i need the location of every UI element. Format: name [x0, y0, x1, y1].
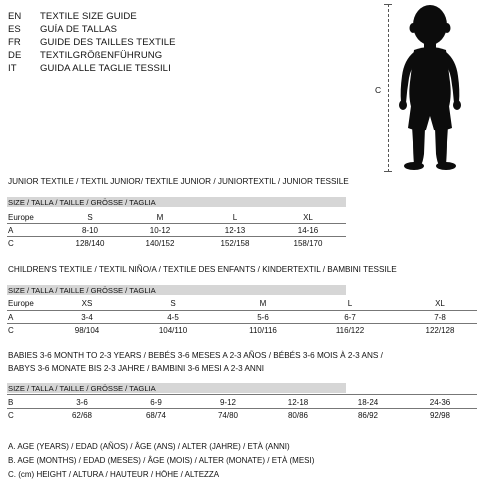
- height-measure-line: [388, 4, 389, 172]
- junior-cell: XL: [303, 213, 313, 222]
- children-cell: XS: [81, 299, 93, 308]
- legend-age-months: B. AGE (MONTHS) / EDAD (MESES) / ÂGE (MOIS) / ALTER (MONATE) / ETÀ (MESI): [8, 456, 315, 465]
- children-cell: 6-7: [344, 313, 356, 322]
- height-measure-top-tick: [384, 4, 392, 5]
- babies-cell: 62/68: [71, 411, 93, 420]
- language-row-fr: [8, 37, 176, 49]
- legend-height: C. (cm) HEIGHT / ALTURA / HAUTEUR / HÖHE / ALTEZZA: [8, 470, 220, 479]
- height-measure-label: C: [375, 85, 382, 95]
- language-text: TEXTILGRÖßENFÜHRUNG: [40, 50, 163, 61]
- children-size-bar-label: SIZE / TALLA / TAILLE / GRÖSSE / TAGLIA: [8, 286, 156, 295]
- language-code: EN: [8, 11, 22, 22]
- children-cell: 116/122: [335, 326, 365, 335]
- babies-cell: 80/86: [287, 411, 309, 420]
- junior-cell: L: [232, 213, 238, 222]
- language-code: IT: [8, 63, 17, 74]
- babies-cell: 3-6: [76, 398, 88, 407]
- babies-section-subtitle: BABYS 3-6 MONATE BIS 2-3 JAHRE / BAMBINI 3-6 MESI A 2-3 ANNI: [8, 364, 265, 373]
- children-section-title: CHILDREN'S TEXTILE / TEXTIL NIÑO/A / TEXTILE DES ENFANTS / KINDERTEXTIL / BAMBINI TESSILE: [8, 265, 397, 274]
- language-row-de: [8, 50, 162, 62]
- children-cell: 7-8: [434, 313, 446, 322]
- babies-cell: 92/98: [429, 411, 451, 420]
- language-row-it: [8, 63, 171, 75]
- language-row-es: [8, 24, 117, 36]
- babies-section-title: BABIES 3-6 MONTH TO 2-3 YEARS / BEBÉS 3-6 MESES A 2-3 AÑOS / BÉBÉS 3-6 MOIS À 2-3 ANS /: [8, 351, 383, 360]
- table-rule: [7, 394, 477, 395]
- children-cell: XL: [435, 299, 445, 308]
- children-cell: M: [259, 299, 267, 308]
- children-cell: 98/104: [74, 326, 100, 335]
- babies-cell: 18-24: [357, 398, 379, 407]
- children-cell: 110/116: [249, 326, 277, 335]
- junior-cell: 8-10: [81, 226, 98, 235]
- table-rule: [7, 310, 477, 311]
- legend-age-years: A. AGE (YEARS) / EDAD (AÑOS) / ÂGE (ANS) / ALTER (JAHRE) / ETÀ (ANNI): [8, 442, 290, 451]
- children-row-label: A: [8, 313, 14, 322]
- height-measure-bottom-tick: [384, 171, 392, 172]
- junior-row-label: A: [8, 226, 14, 235]
- children-cell: 5-6: [257, 313, 269, 322]
- junior-cell: M: [156, 213, 164, 222]
- babies-cell: 68/74: [145, 411, 167, 420]
- junior-section-title: JUNIOR TEXTILE / TEXTIL JUNIOR/ TEXTILE JUNIOR / JUNIORTEXTIL / JUNIOR TESSILE: [8, 177, 349, 186]
- junior-cell: 158/170: [293, 239, 323, 248]
- children-cell: 4-5: [167, 313, 179, 322]
- language-text: GUIDE DES TAILLES TEXTILE: [40, 37, 176, 48]
- babies-cell: 12-18: [287, 398, 309, 407]
- table-rule: [7, 323, 477, 324]
- babies-cell: 74/80: [217, 411, 239, 420]
- junior-cell: 12-13: [224, 226, 246, 235]
- table-rule: [7, 236, 346, 237]
- children-row-label: C: [8, 326, 14, 335]
- junior-cell: S: [87, 213, 93, 222]
- language-row-en: [8, 11, 137, 23]
- children-cell: 104/110: [158, 326, 188, 335]
- junior-row-label: Europe: [8, 213, 34, 222]
- junior-cell: 10-12: [149, 226, 171, 235]
- junior-size-bar-label: SIZE / TALLA / TAILLE / GRÖSSE / TAGLIA: [8, 198, 156, 207]
- babies-row-label: B: [8, 398, 14, 407]
- junior-cell: 14-16: [297, 226, 319, 235]
- junior-cell: 140/152: [145, 239, 175, 248]
- babies-cell: 86/92: [357, 411, 379, 420]
- children-cell: 122/128: [425, 326, 455, 335]
- table-rule: [7, 223, 346, 224]
- child-silhouette-icon: [392, 2, 468, 174]
- language-code: ES: [8, 24, 21, 35]
- language-code: FR: [8, 37, 21, 48]
- babies-size-bar-label: SIZE / TALLA / TAILLE / GRÖSSE / TAGLIA: [8, 384, 156, 393]
- junior-row-label: C: [8, 239, 14, 248]
- junior-cell: 128/140: [75, 239, 105, 248]
- children-cell: S: [170, 299, 176, 308]
- babies-cell: 9-12: [219, 398, 236, 407]
- junior-cell: 152/158: [220, 239, 250, 248]
- babies-cell: 6-9: [150, 398, 162, 407]
- language-text: TEXTILE SIZE GUIDE: [40, 11, 137, 22]
- children-cell: L: [347, 299, 353, 308]
- language-code: DE: [8, 50, 22, 61]
- language-text: GUIDA ALLE TAGLIE TESSILI: [40, 63, 171, 74]
- children-row-label: Europe: [8, 299, 34, 308]
- babies-cell: 24-36: [429, 398, 451, 407]
- babies-row-label: C: [8, 411, 14, 420]
- children-cell: 3-4: [81, 313, 93, 322]
- table-rule: [7, 408, 477, 409]
- language-text: GUÍA DE TALLAS: [40, 24, 118, 35]
